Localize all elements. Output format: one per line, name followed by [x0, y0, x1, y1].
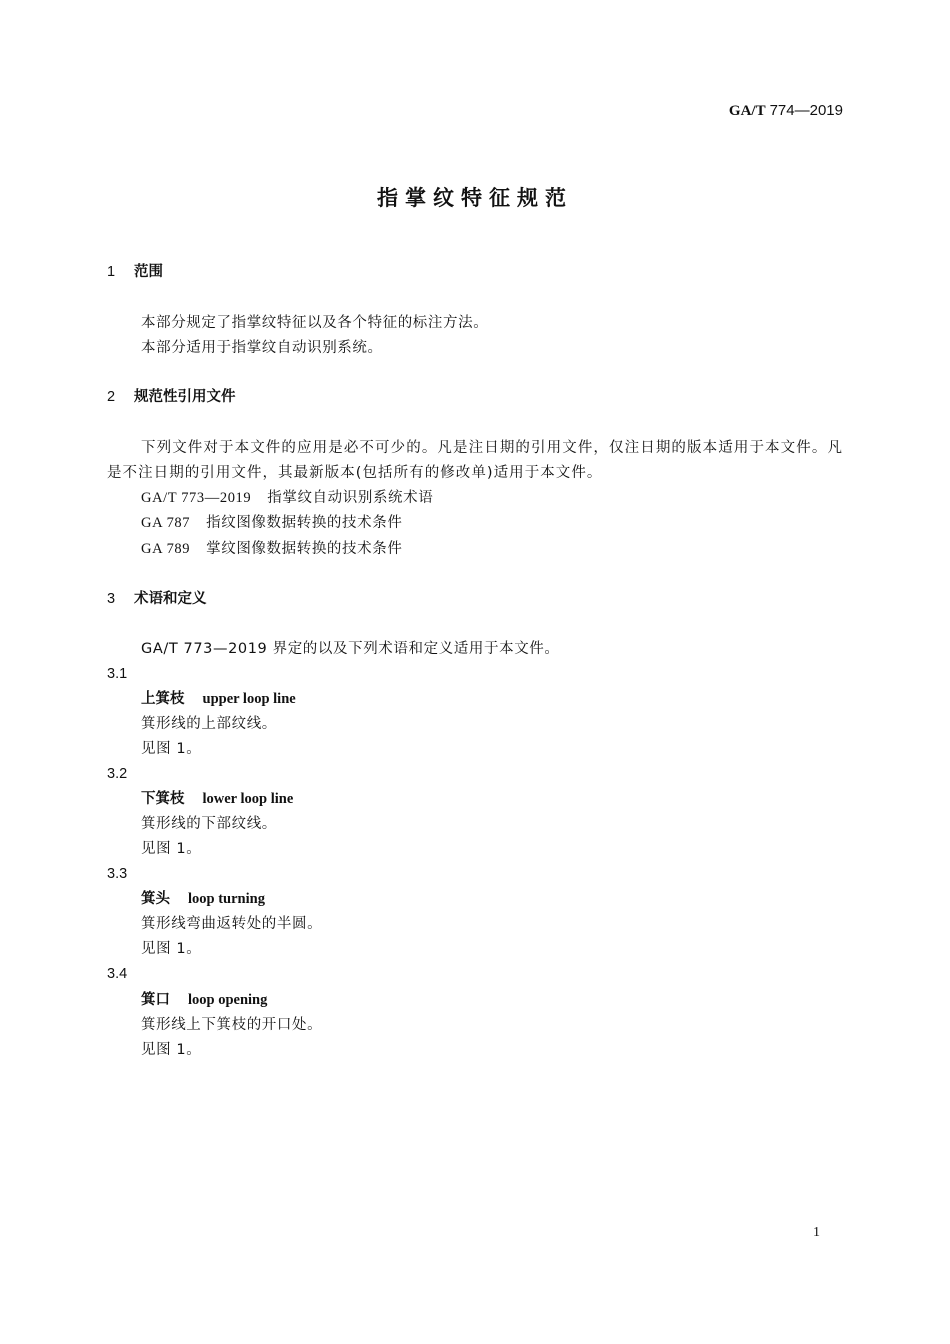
section-number: 2: [107, 389, 116, 405]
term-zh: 箕头: [141, 891, 170, 907]
figure-reference: 见图 1。: [141, 741, 202, 757]
term-heading: [107, 887, 877, 912]
term-en: lower loop line: [202, 791, 294, 807]
section-3-heading: [107, 587, 843, 612]
normative-reference: [107, 511, 877, 536]
section-number: 1: [107, 264, 116, 280]
section-1-heading: [107, 260, 843, 285]
term-heading: [107, 687, 877, 712]
term-number: 3.4: [107, 966, 128, 982]
term-zh: 上箕枝: [141, 691, 185, 707]
document-title: 指掌纹特征规范: [377, 186, 573, 210]
paragraph: 本部分适用于指掌纹自动识别系统。: [141, 340, 383, 356]
term-definition: 箕形线的下部纹线。: [141, 816, 277, 832]
section-title: 规范性引用文件: [134, 389, 236, 405]
reference-title: 指掌纹自动识别系统术语: [267, 490, 434, 506]
term-zh: 下箕枝: [141, 791, 185, 807]
figure-reference: 见图 1。: [141, 841, 202, 857]
reference-title: 掌纹图像数据转换的技术条件: [206, 541, 403, 557]
term-definition: 箕形线弯曲返转处的半圆。: [141, 916, 323, 932]
term-definition: 箕形线上下箕枝的开口处。: [141, 1017, 323, 1033]
figure-reference: 见图 1。: [141, 1042, 202, 1058]
standard-prefix: GA/T: [728, 103, 766, 119]
term-number: 3.1: [107, 666, 128, 682]
term-definition: 箕形线的上部纹线。: [141, 716, 277, 732]
paragraph: 下列文件对于本文件的应用是必不可少的。凡是注日期的引用文件，仅注日期的版本适用于本文件。凡是不注日期的引用文件，其最新版本(包括所有的修改单)适用于本文件。: [107, 440, 843, 481]
term-heading: [107, 787, 877, 812]
figure-reference: 见图 1。: [141, 941, 202, 957]
term-number: 3.3: [107, 866, 128, 882]
reference-code: GA 789: [141, 541, 191, 557]
section-number: 3: [107, 591, 116, 607]
paragraph: GA/T 773—2019 界定的以及下列术语和定义适用于本文件。: [141, 641, 560, 657]
term-heading: [107, 988, 877, 1013]
term-number: 3.2: [107, 766, 128, 782]
reference-title: 指纹图像数据转换的技术条件: [206, 515, 403, 531]
section-2-heading: [107, 385, 843, 410]
term-en: loop turning: [188, 891, 265, 907]
page-number: 1: [813, 1225, 820, 1240]
term-en: upper loop line: [202, 691, 296, 707]
reference-code: GA 787: [141, 515, 191, 531]
normative-reference: [107, 486, 877, 511]
standard-code: 774—2019: [769, 102, 843, 119]
reference-code: GA/T 773—2019: [141, 490, 252, 506]
term-en: loop opening: [188, 992, 268, 1008]
section-title: 范围: [134, 264, 163, 280]
normative-reference: [107, 537, 877, 562]
paragraph: 本部分规定了指掌纹特征以及各个特征的标注方法。: [141, 315, 489, 331]
term-zh: 箕口: [141, 992, 170, 1008]
section-title: 术语和定义: [134, 591, 207, 607]
standard-number: [729, 101, 843, 120]
